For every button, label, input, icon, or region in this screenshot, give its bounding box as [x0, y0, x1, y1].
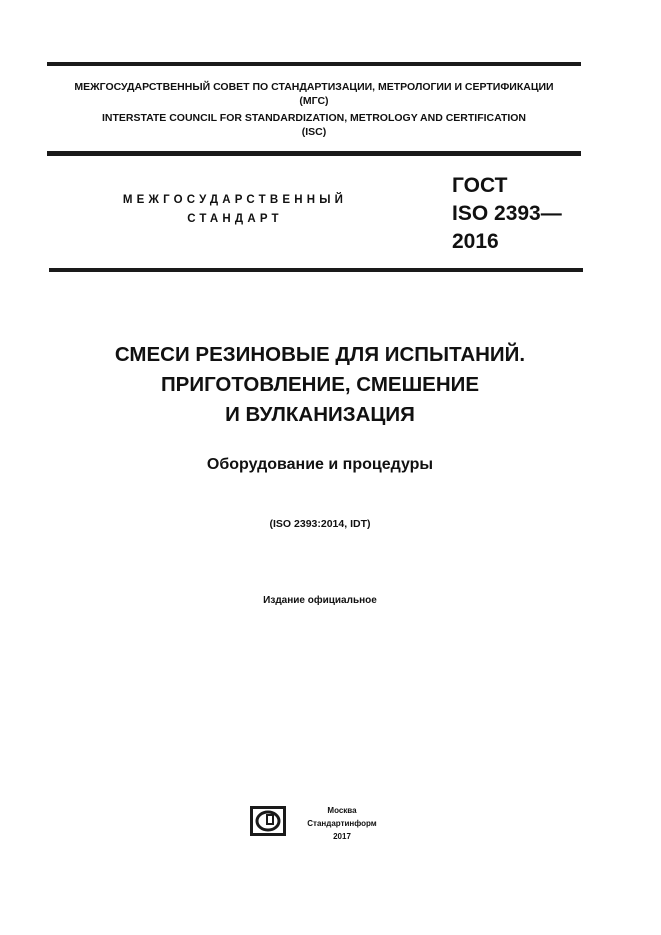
document-subtitle: Оборудование и процедуры — [206, 456, 434, 473]
standartinform-logo-icon — [250, 806, 286, 836]
standartinform-logo — [250, 806, 286, 836]
council-abbr-en: (ISC) — [301, 126, 327, 138]
standard-code-line1: ГОСТ — [452, 174, 508, 197]
publisher-city: Москва — [327, 806, 357, 815]
document-title — [60, 340, 580, 430]
title-line1: СМЕСИ РЕЗИНОВЫЕ ДЛЯ ИСПЫТАНИЙ. — [114, 343, 526, 366]
header-divider — [47, 151, 581, 156]
iso-reference: (ISO 2393:2014, IDT) — [269, 518, 371, 530]
standard-code-line3: 2016 — [452, 230, 499, 253]
standard-type-line1: МЕЖГОСУДАРСТВЕННЫЙ — [122, 194, 348, 206]
standard-type — [100, 191, 370, 229]
publisher-year: 2017 — [333, 832, 351, 841]
publisher-name: Стандартинформ — [307, 819, 377, 828]
title-line2: ПРИГОТОВЛЕНИЕ, СМЕШЕНИЕ — [160, 373, 480, 396]
standard-code-line2: ISO 2393— — [452, 202, 562, 225]
top-rule — [47, 62, 581, 66]
standard-type-line2: СТАНДАРТ — [187, 213, 283, 225]
publisher-info — [302, 804, 382, 843]
council-header — [47, 80, 581, 139]
standard-code — [452, 172, 562, 256]
council-abbr-ru: (МГС) — [299, 95, 329, 107]
code-divider — [49, 268, 583, 272]
title-line3: И ВУЛКАНИЗАЦИЯ — [225, 403, 415, 426]
council-name-ru: МЕЖГОСУДАРСТВЕННЫЙ СОВЕТ ПО СТАНДАРТИЗАЦИИ, МЕТРОЛОГИИ И СЕРТИФИКАЦИИ — [74, 81, 554, 93]
council-name-en: INTERSTATE COUNCIL FOR STANDARDIZATION, METROLOGY AND CERTIFICATION — [101, 112, 527, 124]
official-edition: Издание официальное — [263, 595, 377, 606]
